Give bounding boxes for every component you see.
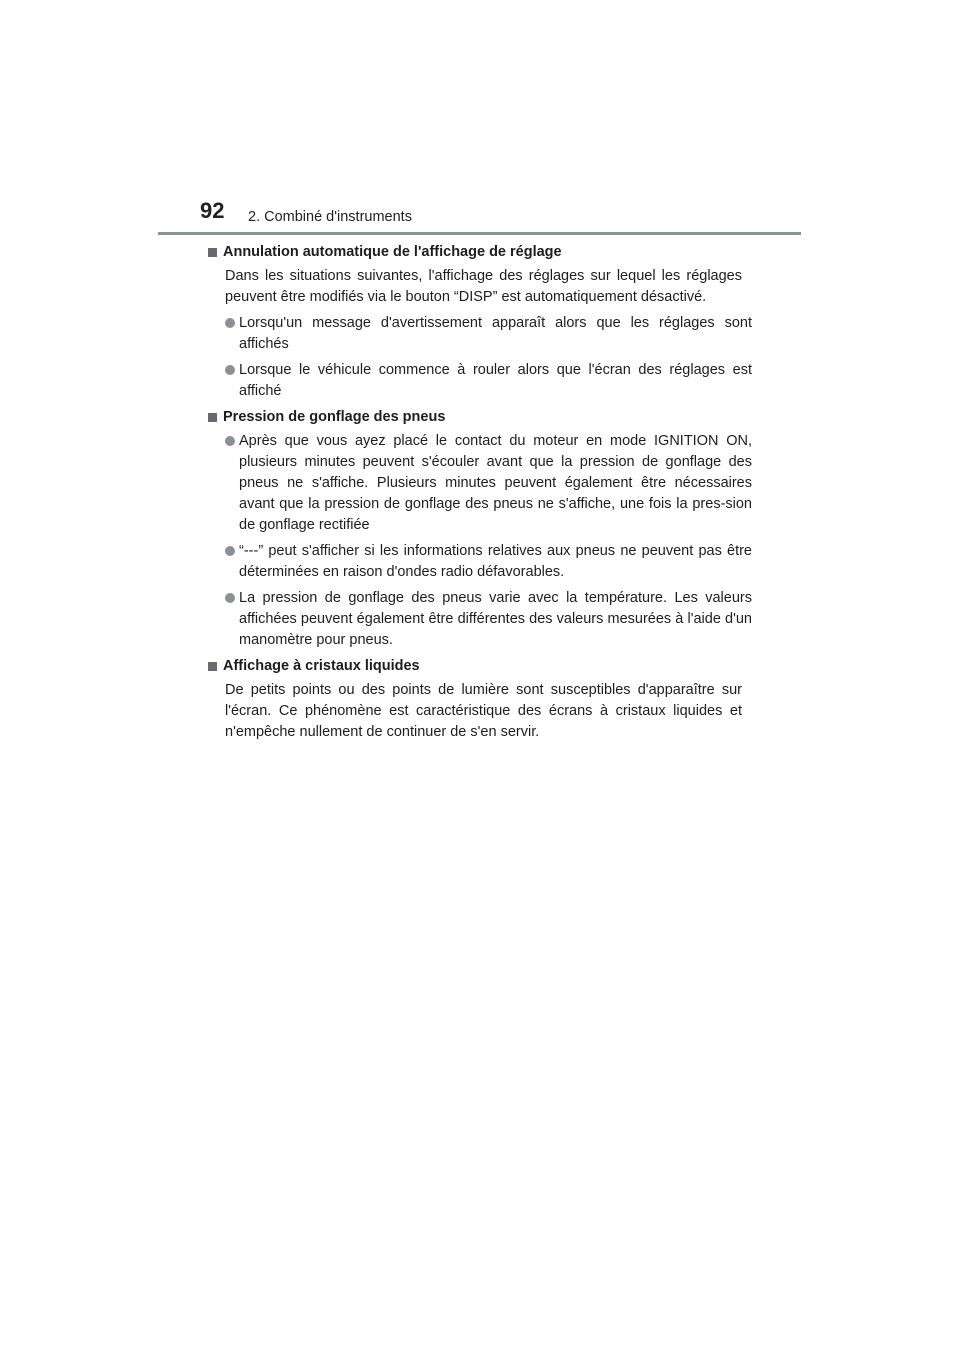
list-item-text: La pression de gonflage des pneus varie avec la température. Les valeurs affichées peuvent également être différentes des valeurs mesurées à l'aide d'un manomètre pour pneus.	[239, 590, 752, 648]
chapter-title: 2. Combiné d'instruments	[248, 209, 412, 225]
section-heading-text: Annulation automatique de l'affichage de réglage	[223, 244, 562, 260]
square-bullet-icon	[208, 413, 217, 422]
list-item	[225, 313, 752, 355]
page-number: 92	[200, 198, 225, 223]
circle-bullet-icon	[225, 593, 235, 603]
list-item-text: Lorsqu'un message d'avertissement apparaît alors que les réglages sont affichés	[239, 315, 752, 352]
page-content	[208, 242, 752, 748]
section-paragraph: De petits points ou des points de lumière sont susceptibles d'apparaître sur l'écran. Ce phénomène est caractéristique des écrans à cristaux liquides et n'empêche nullement de continuer de s'en servir.	[225, 682, 742, 740]
list-item	[225, 541, 752, 583]
section-lcd	[208, 656, 752, 743]
header-divider	[158, 232, 801, 235]
list-item	[225, 588, 752, 651]
section-paragraph: Dans les situations suivantes, l'affichage des réglages sur lequel les réglages peuvent être modifiés via le bouton “DISP” est automatiquement désactivé.	[225, 268, 742, 305]
section-auto-cancel	[208, 242, 752, 402]
circle-bullet-icon	[225, 365, 235, 375]
section-heading	[208, 242, 752, 263]
section-heading	[208, 656, 752, 677]
section-heading	[208, 407, 752, 428]
section-tire-pressure	[208, 407, 752, 651]
list-item	[225, 431, 752, 536]
square-bullet-icon	[208, 248, 217, 257]
circle-bullet-icon	[225, 436, 235, 446]
list-item	[225, 360, 752, 402]
circle-bullet-icon	[225, 318, 235, 328]
section-heading-text: Affichage à cristaux liquides	[223, 658, 420, 674]
square-bullet-icon	[208, 662, 217, 671]
list-item-text: Lorsque le véhicule commence à rouler alors que l'écran des réglages est affiché	[239, 362, 752, 399]
section-heading-text: Pression de gonflage des pneus	[223, 409, 446, 425]
circle-bullet-icon	[225, 546, 235, 556]
list-item-text: Après que vous ayez placé le contact du moteur en mode IGNITION ON, plusieurs minutes peuvent s'écouler avant que la pression de gonflage des pneus ne s'affiche. Plusieurs minutes peuvent également être nécessaires avant que la pression de gonflage des pneus ne s'affiche, une fois la pres-sion de gonflage rectifiée	[239, 433, 752, 533]
list-item-text: “---” peut s'afficher si les informations relatives aux pneus ne peuvent pas être déterminées en raison d'ondes radio défavorables.	[239, 543, 752, 580]
